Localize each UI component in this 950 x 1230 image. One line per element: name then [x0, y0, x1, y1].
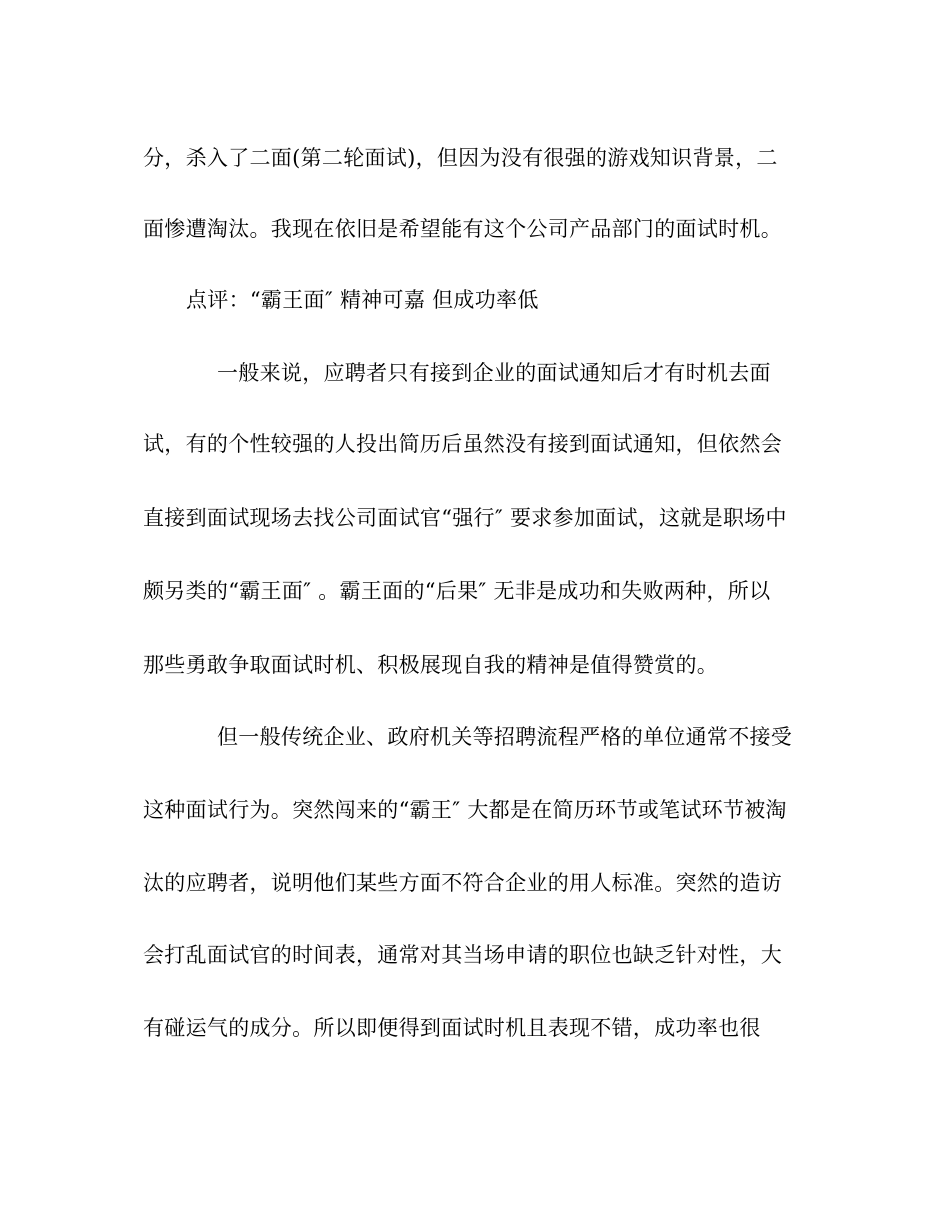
paragraph-line: 但一般传统企业、政府机关等招聘流程严格的单位通常不接受 [217, 725, 793, 749]
paragraph-line: 面惨遭淘汰。我现在依旧是希望能有这个公司产品部门的面试时机。 [143, 217, 782, 241]
paragraph-line: 汰的应聘者，说明他们某些方面不符合企业的用人标准。突然的造访 [143, 871, 782, 895]
paragraph-line: 会打乱面试官的时间表，通常对其当场申请的职位也缺乏针对性，大 [143, 943, 782, 967]
paragraph-line: 颇另类的“霸王面″ 。霸王面的“后果″ 无非是成功和失败两种，所以 [143, 579, 771, 603]
paragraph-line: 直接到面试现场去找公司面试官“强行″ 要求参加面试，这就是职场中 [143, 506, 787, 530]
paragraph-line: 分，杀入了二面(第二轮面试)，但因为没有很强的游戏知识背景，二 [143, 146, 778, 170]
section-heading: 点评：“霸王面″ 精神可嘉 但成功率低 [186, 288, 539, 312]
paragraph-line: 有碰运气的成分。所以即便得到面试时机且表现不错，成功率也很 [143, 1016, 761, 1040]
paragraph-line: 这种面试行为。突然闯来的“霸王″ 大都是在简历环节或笔试环节被淘 [143, 798, 787, 822]
paragraph-line: 试，有的个性较强的人投出简历后虽然没有接到面试通知，但依然会 [143, 432, 782, 456]
paragraph-line: 一般来说，应聘者只有接到企业的面试通知后才有时机去面 [217, 361, 771, 385]
paragraph-line: 那些勇敢争取面试时机、积极展现自我的精神是值得赞赏的。 [143, 653, 719, 677]
